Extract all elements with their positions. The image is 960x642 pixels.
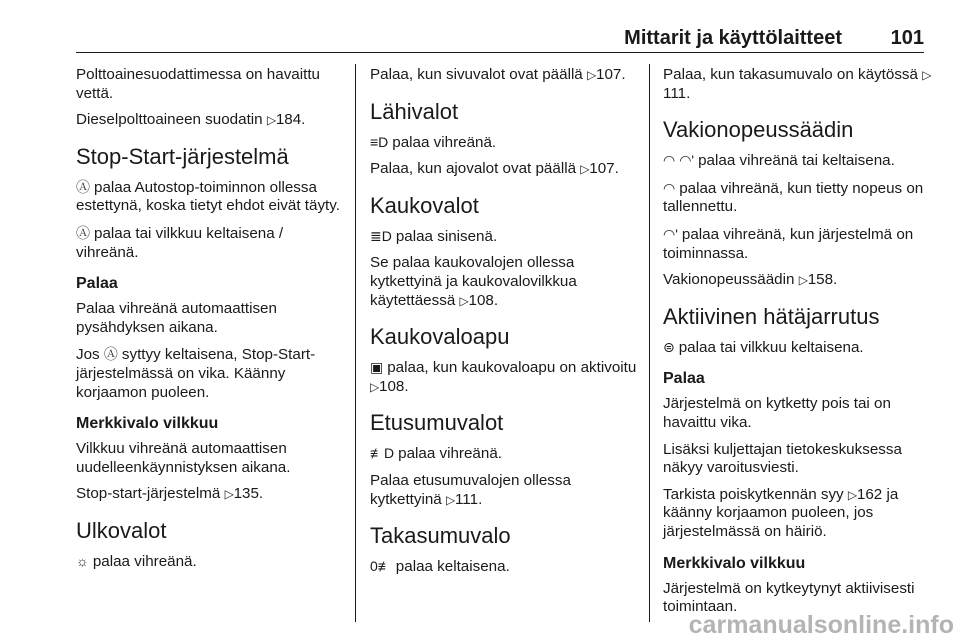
autostop-icon: Ⓐ (76, 224, 90, 241)
paragraph: ◠ ◠' palaa vihreänä tai keltaisena. (663, 152, 895, 170)
paragraph: Jos Ⓐ syttyy keltaisena, Stop-Start-järjestelmässä on vika. Käänny korjaamon puoleen. (76, 346, 316, 401)
paragraph: Palaa, kun ajovalot ovat päällä ▷107. (370, 160, 619, 178)
paragraph: ≢D palaa vihreänä. (370, 445, 502, 463)
exterior-light-icon: ☼ (76, 552, 89, 569)
column-1 (76, 66, 346, 580)
paragraph: Stop-start-järjestelmä ▷135. (76, 485, 264, 503)
paragraph: Tarkista poiskytkennän syy ▷162 ja käänny korjaamon puoleen, jos järjestelmässä on häiriö. (663, 485, 899, 540)
section-heading: Etusumuvalot (370, 410, 504, 436)
subheading: Palaa (76, 275, 118, 293)
subheading: Merkkivalo vilkkuu (76, 415, 219, 433)
page-ref[interactable]: 162 (856, 485, 883, 503)
high-beam-icon: ≣D (370, 227, 392, 244)
page-ref[interactable]: 111. (663, 84, 691, 102)
page-ref[interactable]: 108. (468, 291, 499, 309)
page-number: 101 (890, 27, 924, 49)
paragraph: ▣ palaa, kun kaukovaloapu on aktivoitu ▷108. (370, 359, 637, 395)
rear-fog-light-icon: 0≢ (370, 558, 392, 575)
paragraph: Järjestelmä on kytkeytynyt aktiivisesti toimintaan. (663, 579, 915, 616)
column-divider (355, 64, 356, 622)
paragraph: ☼ palaa vihreänä. (76, 552, 197, 570)
paragraph: Lisäksi kuljettajan tietokeskuksessa näkyy varoitusviesti. (663, 440, 902, 477)
subheading: Merkkivalo vilkkuu (663, 554, 806, 572)
paragraph: Dieselpolttoaineen suodatin ▷184. (76, 111, 306, 129)
page-ref-arrow-icon: ▷ (847, 487, 858, 502)
section-heading: Ulkovalot (76, 517, 167, 543)
cruise-control-active-icon: ◠' (663, 225, 678, 242)
page-ref[interactable]: 158. (807, 271, 838, 289)
section-heading: Stop-Start-järjestelmä (76, 143, 289, 169)
cruise-control-icon: ◠ (663, 179, 676, 196)
paragraph: ⊜ palaa tai vilkkuu keltaisena. (663, 338, 864, 356)
page-ref-arrow-icon: ▷ (922, 68, 932, 82)
section-heading: Vakionopeussäädin (663, 117, 854, 143)
page-ref[interactable]: 107. (596, 66, 626, 83)
paragraph: Vakionopeussäädin ▷158. (663, 271, 838, 289)
section-heading: Aktiivinen hätäjarrutus (663, 303, 880, 329)
page-ref-arrow-icon: ▷ (580, 162, 590, 177)
section-heading: Kaukovalot (370, 192, 479, 218)
autostop-icon: Ⓐ (103, 346, 118, 363)
paragraph: Ⓐ palaa Autostop-toiminnon ollessa estettynä, koska tietyt ehdot eivät täyty. (76, 178, 340, 215)
paragraph: ◠ palaa vihreänä, kun tietty nopeus on tallennettu. (663, 179, 924, 216)
page-ref-arrow-icon: ▷ (224, 487, 234, 502)
cruise-control-icon: ◠ (663, 152, 676, 169)
paragraph: Vilkkuu vihreänä automaattisen uudelleenkäynnistyksen aikana. (76, 440, 291, 476)
page-title: Mittarit ja käyttölaitteet (624, 27, 842, 49)
paragraph: ≣D palaa sinisenä. (370, 227, 498, 245)
page-ref-arrow-icon: ▷ (370, 379, 380, 394)
section-heading: Lähivalot (370, 98, 459, 124)
page-ref-arrow-icon: ▷ (459, 293, 469, 308)
paragraph: Palaa, kun sivuvalot ovat päällä ▷107. (370, 66, 626, 83)
autostop-off-icon: Ⓐ (76, 178, 90, 195)
page-ref-arrow-icon: ▷ (587, 68, 597, 82)
paragraph: Se palaa kaukovalojen ollessa kytkettyinä ja kaukovalovilkkua käytettäessä ▷108. (370, 254, 577, 309)
paragraph: Ⓐ palaa tai vilkkuu keltaisena / vihreänä. (76, 224, 284, 261)
subheading: Palaa (663, 370, 705, 388)
paragraph: Polttoainesuodattimessa on havaittu vettä. (76, 66, 321, 102)
column-3 (663, 66, 933, 625)
high-beam-assist-icon: ▣ (370, 359, 384, 376)
paragraph: ◠' palaa vihreänä, kun järjestelmä on toiminnassa. (663, 225, 914, 262)
emergency-braking-icon: ⊜ (663, 338, 675, 355)
column-divider (649, 64, 650, 622)
page-ref[interactable]: 107. (589, 160, 619, 178)
front-fog-light-icon: ≢D (370, 445, 395, 462)
watermark: carmanualsonline.info (688, 611, 954, 639)
paragraph: Palaa etusumuvalojen ollessa kytkettyinä ▷111. (370, 471, 571, 508)
page-ref-arrow-icon: ▷ (266, 113, 277, 128)
page-ref[interactable]: 135. (233, 485, 264, 503)
page-ref-arrow-icon: ▷ (798, 273, 808, 288)
paragraph: 0≢ palaa keltaisena. (370, 558, 510, 576)
cruise-control-active-icon: ◠' (679, 152, 695, 169)
page-ref[interactable]: 111. (454, 490, 483, 508)
page-ref[interactable]: 108. (379, 377, 409, 395)
page-header (76, 26, 924, 53)
page-ref-arrow-icon: ▷ (445, 492, 456, 507)
section-heading: Takasumuvalo (370, 523, 511, 549)
page-ref[interactable]: 184. (275, 111, 306, 129)
paragraph: Palaa vihreänä automaattisen pysähdyksen aikana. (76, 300, 277, 336)
column-2 (370, 66, 640, 585)
low-beam-icon: ≡D (370, 133, 389, 150)
section-heading: Kaukovaloapu (370, 324, 510, 350)
paragraph: ≡D palaa vihreänä. (370, 133, 497, 151)
paragraph: Järjestelmä on kytketty pois tai on havaittu vika. (663, 395, 891, 431)
paragraph: Palaa, kun takasumuvalo on käytössä ▷111. (663, 66, 932, 102)
